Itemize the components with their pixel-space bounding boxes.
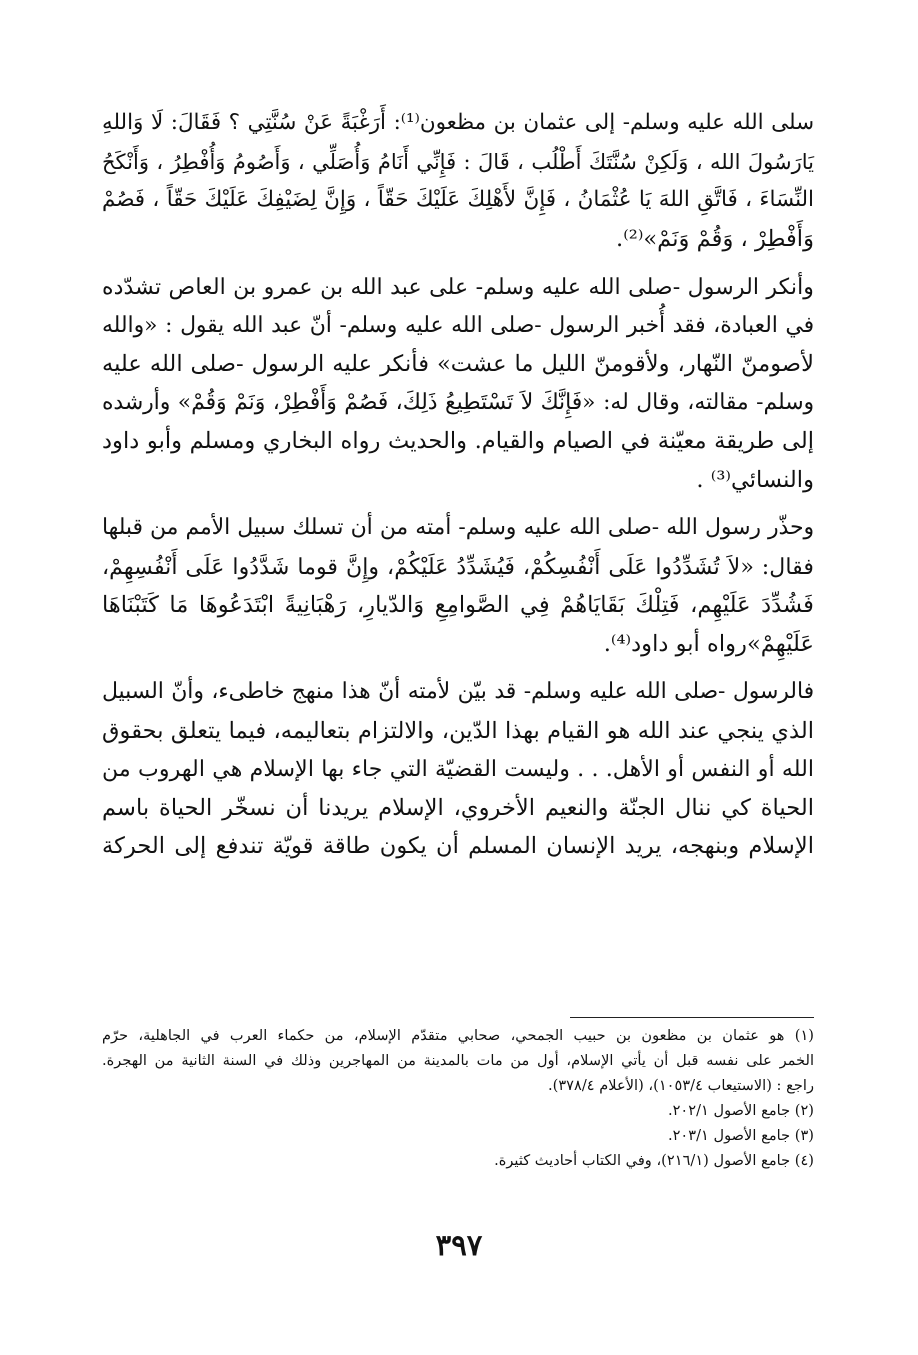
text-line: في العبادة، فقد أُخبر الرسول -صلى الله عليه وسلم- أنّ عبد الله يقول : «والله — [102, 312, 814, 338]
text-line: سلى الله عليه وسلم- إلى عثمان بن مظعون⁽¹⁾: أَرَغْبَةً عَنْ سُنَّتِي ؟ فَقَالَ: لَا وَاللهِ — [102, 110, 814, 135]
text-line: فالرسول -صلى الله عليه وسلم- قد بيّن لأمته أنّ هذا منهج خاطىء، وأنّ السبيل — [102, 679, 814, 704]
footnote-line: (١) هو عثمان بن مظعون بن حبيب الجمحي، صحابي متقدّم الإسلام، من حكماء العرب في الجاهلية، حرّم — [102, 1027, 814, 1044]
text-line: الحياة كي ننال الجنّة والنعيم الأخروي، الإسلام يريدنا أن نسخّر الحياة باسم — [102, 794, 814, 821]
text-line: والنسائي⁽³⁾ . — [696, 466, 814, 493]
text-line: النِّسَاءَ ، فَاتَّقِ اللهَ يَا عُثْمَانُ ، فَإِنَّ لأَهْلِكَ عَلَيْكَ حَقّاً ، وَإِنَّ لِضَيْفِكَ عَلَيْكَ حَقّاً ، فَصُمْ — [102, 187, 814, 212]
text-line: لأصومنّ النّهار، ولأقومنّ الليل ما عشت» فأنكر عليه الرسول -صلى الله عليه — [102, 351, 814, 377]
text-line: فقال: «لاَ تُشَدِّدُوا عَلَى أَنْفُسِكُمْ، فَيُشَدِّدُ عَلَيْكُمْ، وإِنَّ قوما شَدَّدُوا عَلَى أَنْفُسِهِمْ، — [102, 553, 814, 580]
paragraph-1 — [102, 104, 814, 258]
text-line: الإسلام وبنهجه، يريد الإنسان المسلم أن يكون طاقة قويّة تندفع إلى الحركة — [102, 833, 814, 859]
main-text — [102, 104, 814, 876]
text-line: الذي ينجي عند الله هو القيام بهذا الدّين، والالتزام بتعاليمه، فيما يتعلق بحقوق — [102, 717, 814, 744]
text-line: وأنكر الرسول -صلى الله عليه وسلم- على عبد الله بن عمرو بن العاص تشدّده — [102, 274, 814, 300]
footnote-line: الخمر على نفسه قبل أن يأتي الإسلام، أول من مات بالمدينة من المهاجرين وذلك في السنة الثانية من الهجرة. — [102, 1052, 814, 1069]
paragraph-2 — [102, 268, 814, 499]
text-line: يَارَسُولَ الله ، وَلَكِنْ سُنَّتَكَ أَطْلُب ، قَالَ : فَإِنِّي أَنَامُ وَأُصَلِّي ، وَأَصُومُ وَأُفْطِرُ ، وَأَنْكَحُ — [102, 149, 814, 174]
text-line: وحذّر رسول الله -صلى الله عليه وسلم- أمته من أن تسلك سبيل الأمم من قبلها — [102, 515, 814, 540]
page-number: ٣٩٧ — [435, 1228, 483, 1262]
text-line: فَشُدِّدَ عَلَيْهِم، فَتِلْكَ بَقَايَاهُمْ فِي الصَّوامِعِ وَالدّيارِ، رَهْبَانِيةً ابْتَدَعُوهَا مَا كَتَبْنَاهَا — [102, 592, 814, 618]
paragraph-4 — [102, 673, 814, 866]
text-line: وسلم- مقالته، وقال له: «فَإِنَّكَ لاَ تَسْتَطِيعُ ذَلِكَ، فَصُمْ وَأَفْطِرْ، وَنَمْ وَقُمْ» وأرشده — [102, 389, 814, 415]
paragraph-3 — [102, 509, 814, 663]
footnote-line: (٣) جامع الأصول ٢٠٣/١. — [667, 1127, 814, 1144]
text-line: الله أو النفس أو الأهل. . . وليست القضيّة التي جاء بها الإسلام هي الهروب من — [102, 756, 814, 782]
footnote-separator — [570, 1017, 814, 1018]
footnote-line: (٢) جامع الأصول ٢٠٢/١. — [667, 1102, 814, 1119]
text-line: إلى طريقة معيّنة في الصيام والقيام. والحديث رواه البخاري ومسلم وأبو داود — [102, 428, 814, 454]
footnotes — [102, 1023, 814, 1173]
text-line: عَلَيْهِمْ»رواه أبو داود⁽⁴⁾. — [603, 630, 814, 657]
footnote-line: (٤) جامع الأصول (٢١٦/١)، وفي الكتاب أحاديث كثيرة. — [494, 1152, 814, 1169]
footnote-line: راجع : (الاستيعاب ١٠٥٣/٤)، (الأعلام ٣٧٨/٤). — [547, 1077, 814, 1094]
text-line: وَأَفْطِرْ ، وَقُمْ وَنَمْ»⁽²⁾. — [616, 225, 814, 252]
